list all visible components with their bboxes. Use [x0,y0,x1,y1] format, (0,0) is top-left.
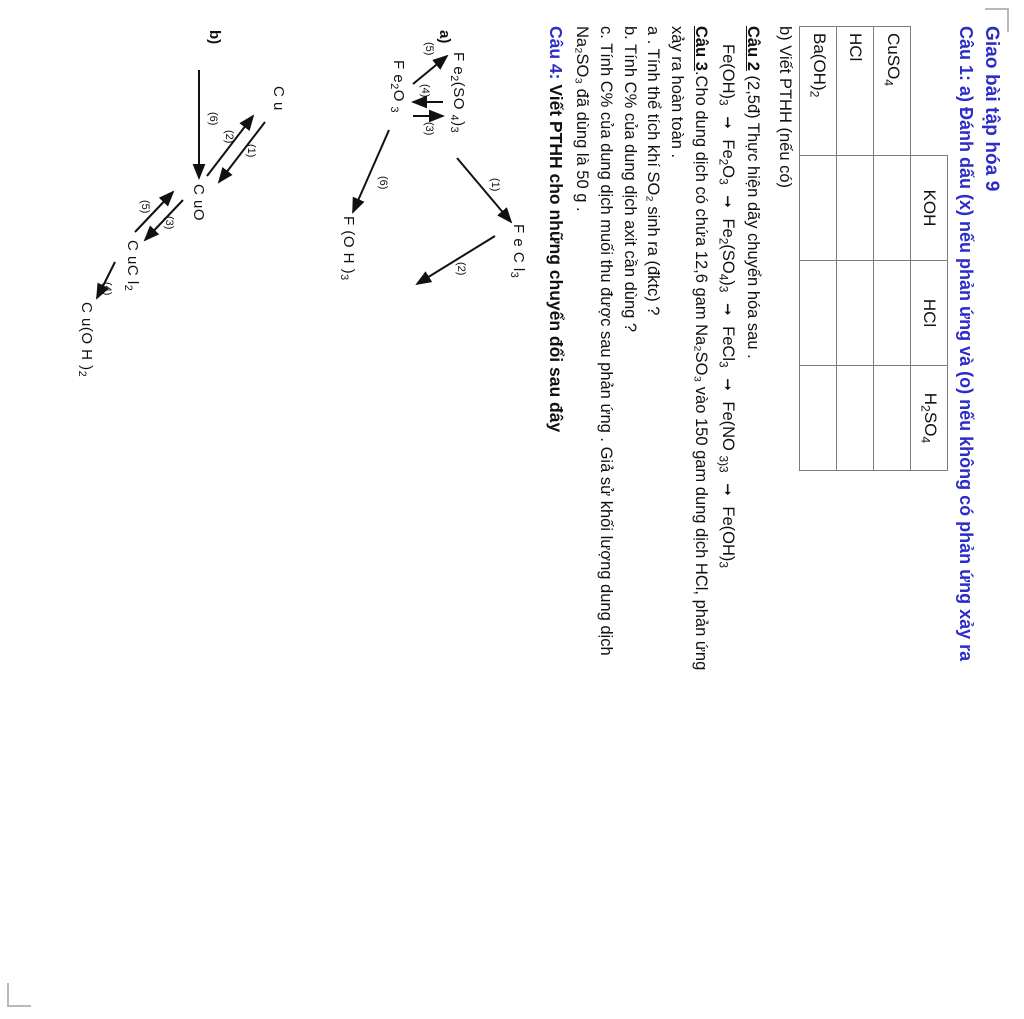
question-3-label: Câu 3 [692,26,711,71]
chain-node-6: $Fe(OH)_3$ [717,506,738,569]
chain-node-5: Fe(NO $_{3)3}$ [717,401,738,473]
diagram-b-edge-4: (4) [101,282,114,296]
diagram-a-node-fecl3: F e C $l_3$ [508,224,528,279]
question-1-part-b: b) Viết PTHH (nếu có) [775,26,794,189]
chain-node-3: $Fe_2(SO_4)_3$ [717,218,738,293]
table-cell[interactable] [873,156,910,261]
arrow-right-icon: ➞ [719,303,737,316]
diagram-b-node-cuo: C uO [190,184,208,222]
question-3-line-1: .Cho dung dịch có chứa 12,6 gam Na₂SO₃ vào 150 gam dung dịch HCl, phản ứng [692,70,711,671]
diagram-a-edge-5: (5) [423,42,436,56]
question-4-heading [545,26,566,986]
question-1-heading [954,26,977,986]
question-3-line-3: a . Tính thể tích khí SO₂ sinh ra (đktc) ? [644,26,663,316]
question-3-line-6: Na₂SO₃ đã dùng là 50 g . [573,26,592,212]
table-cell[interactable] [836,261,873,366]
table-cell[interactable] [836,156,873,261]
diagram-a-node-fe2so43: F $e_2(SO$ $_4)_3$ [448,52,468,134]
question-4-label: Câu 4: [546,26,567,80]
diagram-b-node-cuoh2: C u(O H )$_2$ [76,302,96,378]
diagram-b-edge-5: (5) [139,200,152,214]
table-header-row [910,27,947,471]
diagram-b-edge-6: (6) [207,112,220,126]
crop-mark-bottom-right [7,983,31,1007]
diagram-b-edge-2: (2) [223,130,236,144]
question-3-line-2: xảy ra hoàn toàn . [668,26,687,159]
question-2-label: Câu 2 [744,26,763,71]
table-cell[interactable] [873,261,910,366]
question-1-label: Câu 1: [956,26,977,82]
diagram-b-edge-3: (3) [163,216,176,230]
question-4-prompt: Viết PTHH cho những chuyển đổi sau đây [546,84,567,433]
chain-node-2: $Fe_2O_3$ [717,139,738,185]
question-2-chain [717,44,737,986]
question-3-line-4: b. Tính C% của dung dịch axit cần dùng ? [620,26,639,333]
diagram-a-letter: a) [436,30,454,44]
arrow-right-icon: ➞ [719,483,737,496]
table-cell[interactable] [873,366,910,471]
question-2-heading [741,26,763,986]
question-1-part-a: a) Đánh dấu (x) nếu phản ứng và (o) nếu không có phản ứng xảy ra [956,86,977,662]
diagram-b-edge-1: (1) [245,144,258,158]
table-row [873,27,910,471]
diagram-b-letter: b) [206,30,224,45]
diagram-a-edge-2: (2) [455,262,468,276]
arrow-right-icon: ➞ [719,195,737,208]
table-row-header-hcl: HCl [836,27,873,156]
diagram-b-node-cu: C u [270,86,288,111]
table-col-koh: KOH [910,156,947,261]
diagram-a-node-feoh3: F (O H )$_3$ [338,216,358,281]
table-cell[interactable] [799,156,836,261]
diagram-b [76,26,311,986]
question-3-heading [689,26,711,986]
question-2-prompt: (2,5đ) Thực hiện dãy chuyển hóa sau . [744,75,763,359]
table-col-hcl: HCl [910,261,947,366]
table-cell[interactable] [836,366,873,471]
worksheet-content [76,26,1003,986]
chain-node-1: $Fe(OH)_3$ [717,44,738,106]
diagram-a-edge-6: (6) [377,176,390,190]
chain-node-4: FeCl$_3$ [717,326,738,368]
table-cell[interactable] [799,366,836,471]
arrow-right-icon: ➞ [719,116,737,129]
table-corner-cell [910,27,947,156]
arrow-right-icon: ➞ [719,378,737,391]
table-row-header-baoh2: $Ba(OH)_2$ [799,27,836,156]
diagram-a-edge-1: (1) [489,178,502,192]
page-title: Giao bài tập hóa 9 [981,26,1002,192]
table-col-h2so4: $H_2SO_4$ [910,366,947,471]
table-row-header-cuso4: CuSO$_4$ [873,27,910,156]
diagram-a-edge-4: (4) [419,84,432,98]
diagram-a-node-fe2o3: F $e_2O$ $_3$ [388,60,408,114]
diagram-b-node-cucl2: C uC $l_2$ [122,240,142,292]
table-cell[interactable] [799,261,836,366]
question-3-line-5: c. Tính C% của dung dịch muối thu được sau phản ứng . Giả sử khối lượng dung dịch [596,26,615,656]
diagram-a [329,26,539,986]
table-row [799,27,836,471]
table-row [836,27,873,471]
reaction-matrix-table [799,26,948,471]
diagram-a-edge-3: (3) [423,122,436,136]
